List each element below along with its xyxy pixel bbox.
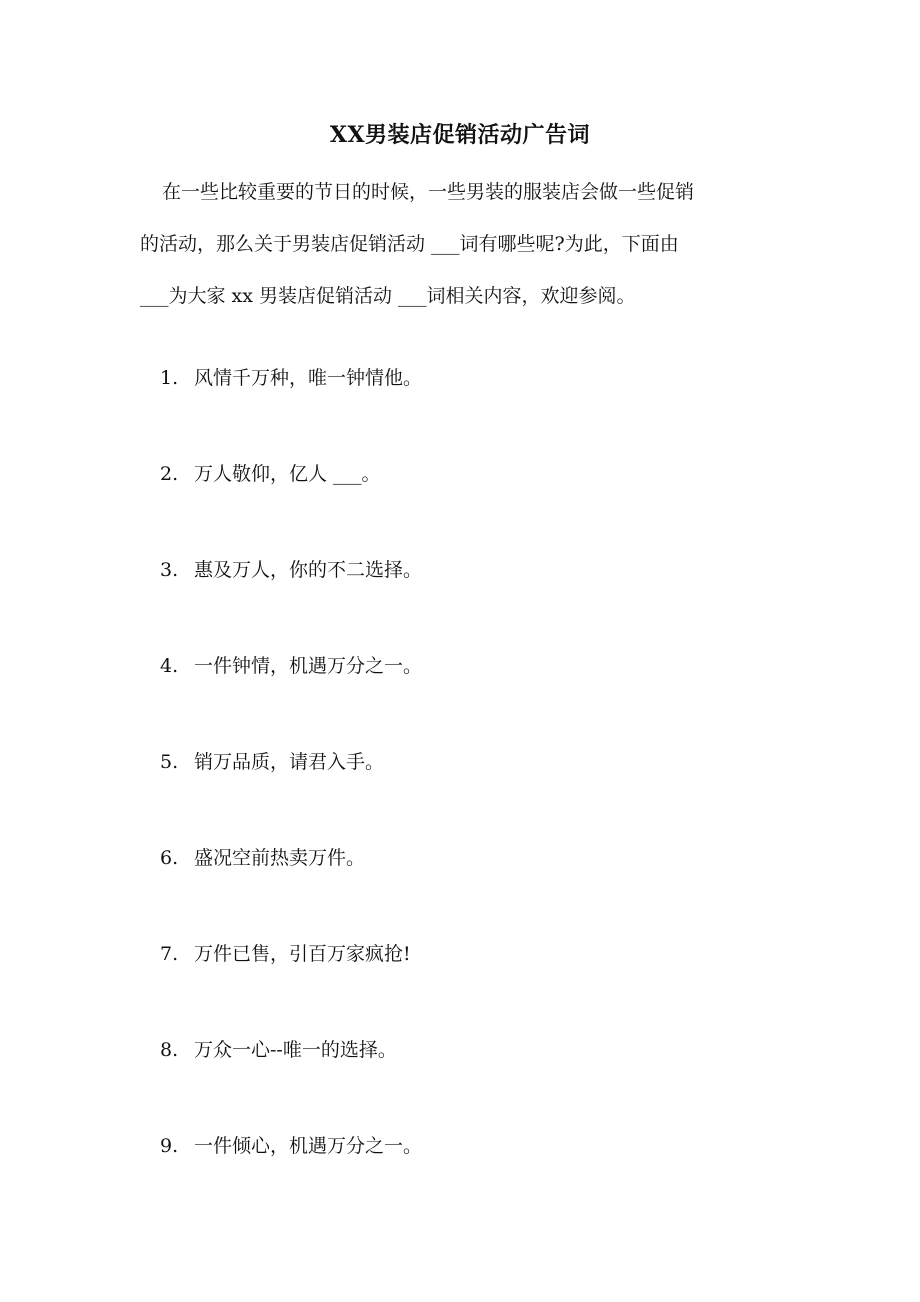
intro-line: 在一些比较重要的节日的时候，一些男装的服装店会做一些促销: [162, 181, 695, 203]
item-number: 5.: [160, 751, 179, 773]
item-text: 一件倾心，机遇万分之一。: [194, 1135, 423, 1157]
item-number: 6.: [160, 847, 179, 869]
item-text: 万件已售，引百万家疯抢!: [194, 943, 411, 965]
item-text: 盛况空前热卖万件。: [194, 847, 366, 869]
intro-paragraph: [140, 166, 780, 322]
item-text: 风情千万种，唯一钟情他。: [194, 367, 423, 389]
item-number: 2.: [160, 463, 179, 485]
document-title: XX男装店促销活动广告词: [329, 122, 591, 148]
list-item: [160, 742, 780, 838]
item-number: 3.: [160, 559, 179, 581]
list-item: [160, 934, 780, 1030]
item-number: 9.: [160, 1135, 179, 1157]
item-number: 1.: [160, 367, 179, 389]
list-item: [160, 454, 780, 550]
list-item: [160, 838, 780, 934]
item-number: 8.: [160, 1039, 179, 1061]
list-item: [160, 646, 780, 742]
item-text: 销万品质，请君入手。: [194, 751, 385, 773]
item-text: 一件钟情，机遇万分之一。: [194, 655, 423, 677]
list-item: [160, 1030, 780, 1126]
item-text: 万众一心--唯一的选择。: [194, 1039, 397, 1061]
item-number: 4.: [160, 655, 179, 677]
slogan-list: [160, 358, 780, 1222]
item-number: 7.: [160, 943, 179, 965]
item-text: 万人敬仰，亿人 ___。: [194, 463, 381, 485]
list-item: [160, 1126, 780, 1222]
item-text: 惠及万人，你的不二选择。: [194, 559, 423, 581]
list-item: [160, 358, 780, 454]
list-item: [160, 550, 780, 646]
intro-line: 的活动，那么关于男装店促销活动 ___词有哪些呢?为此，下面由: [140, 233, 679, 255]
intro-line: ___为大家 xx 男装店促销活动 ___词相关内容，欢迎参阅。: [140, 285, 636, 307]
